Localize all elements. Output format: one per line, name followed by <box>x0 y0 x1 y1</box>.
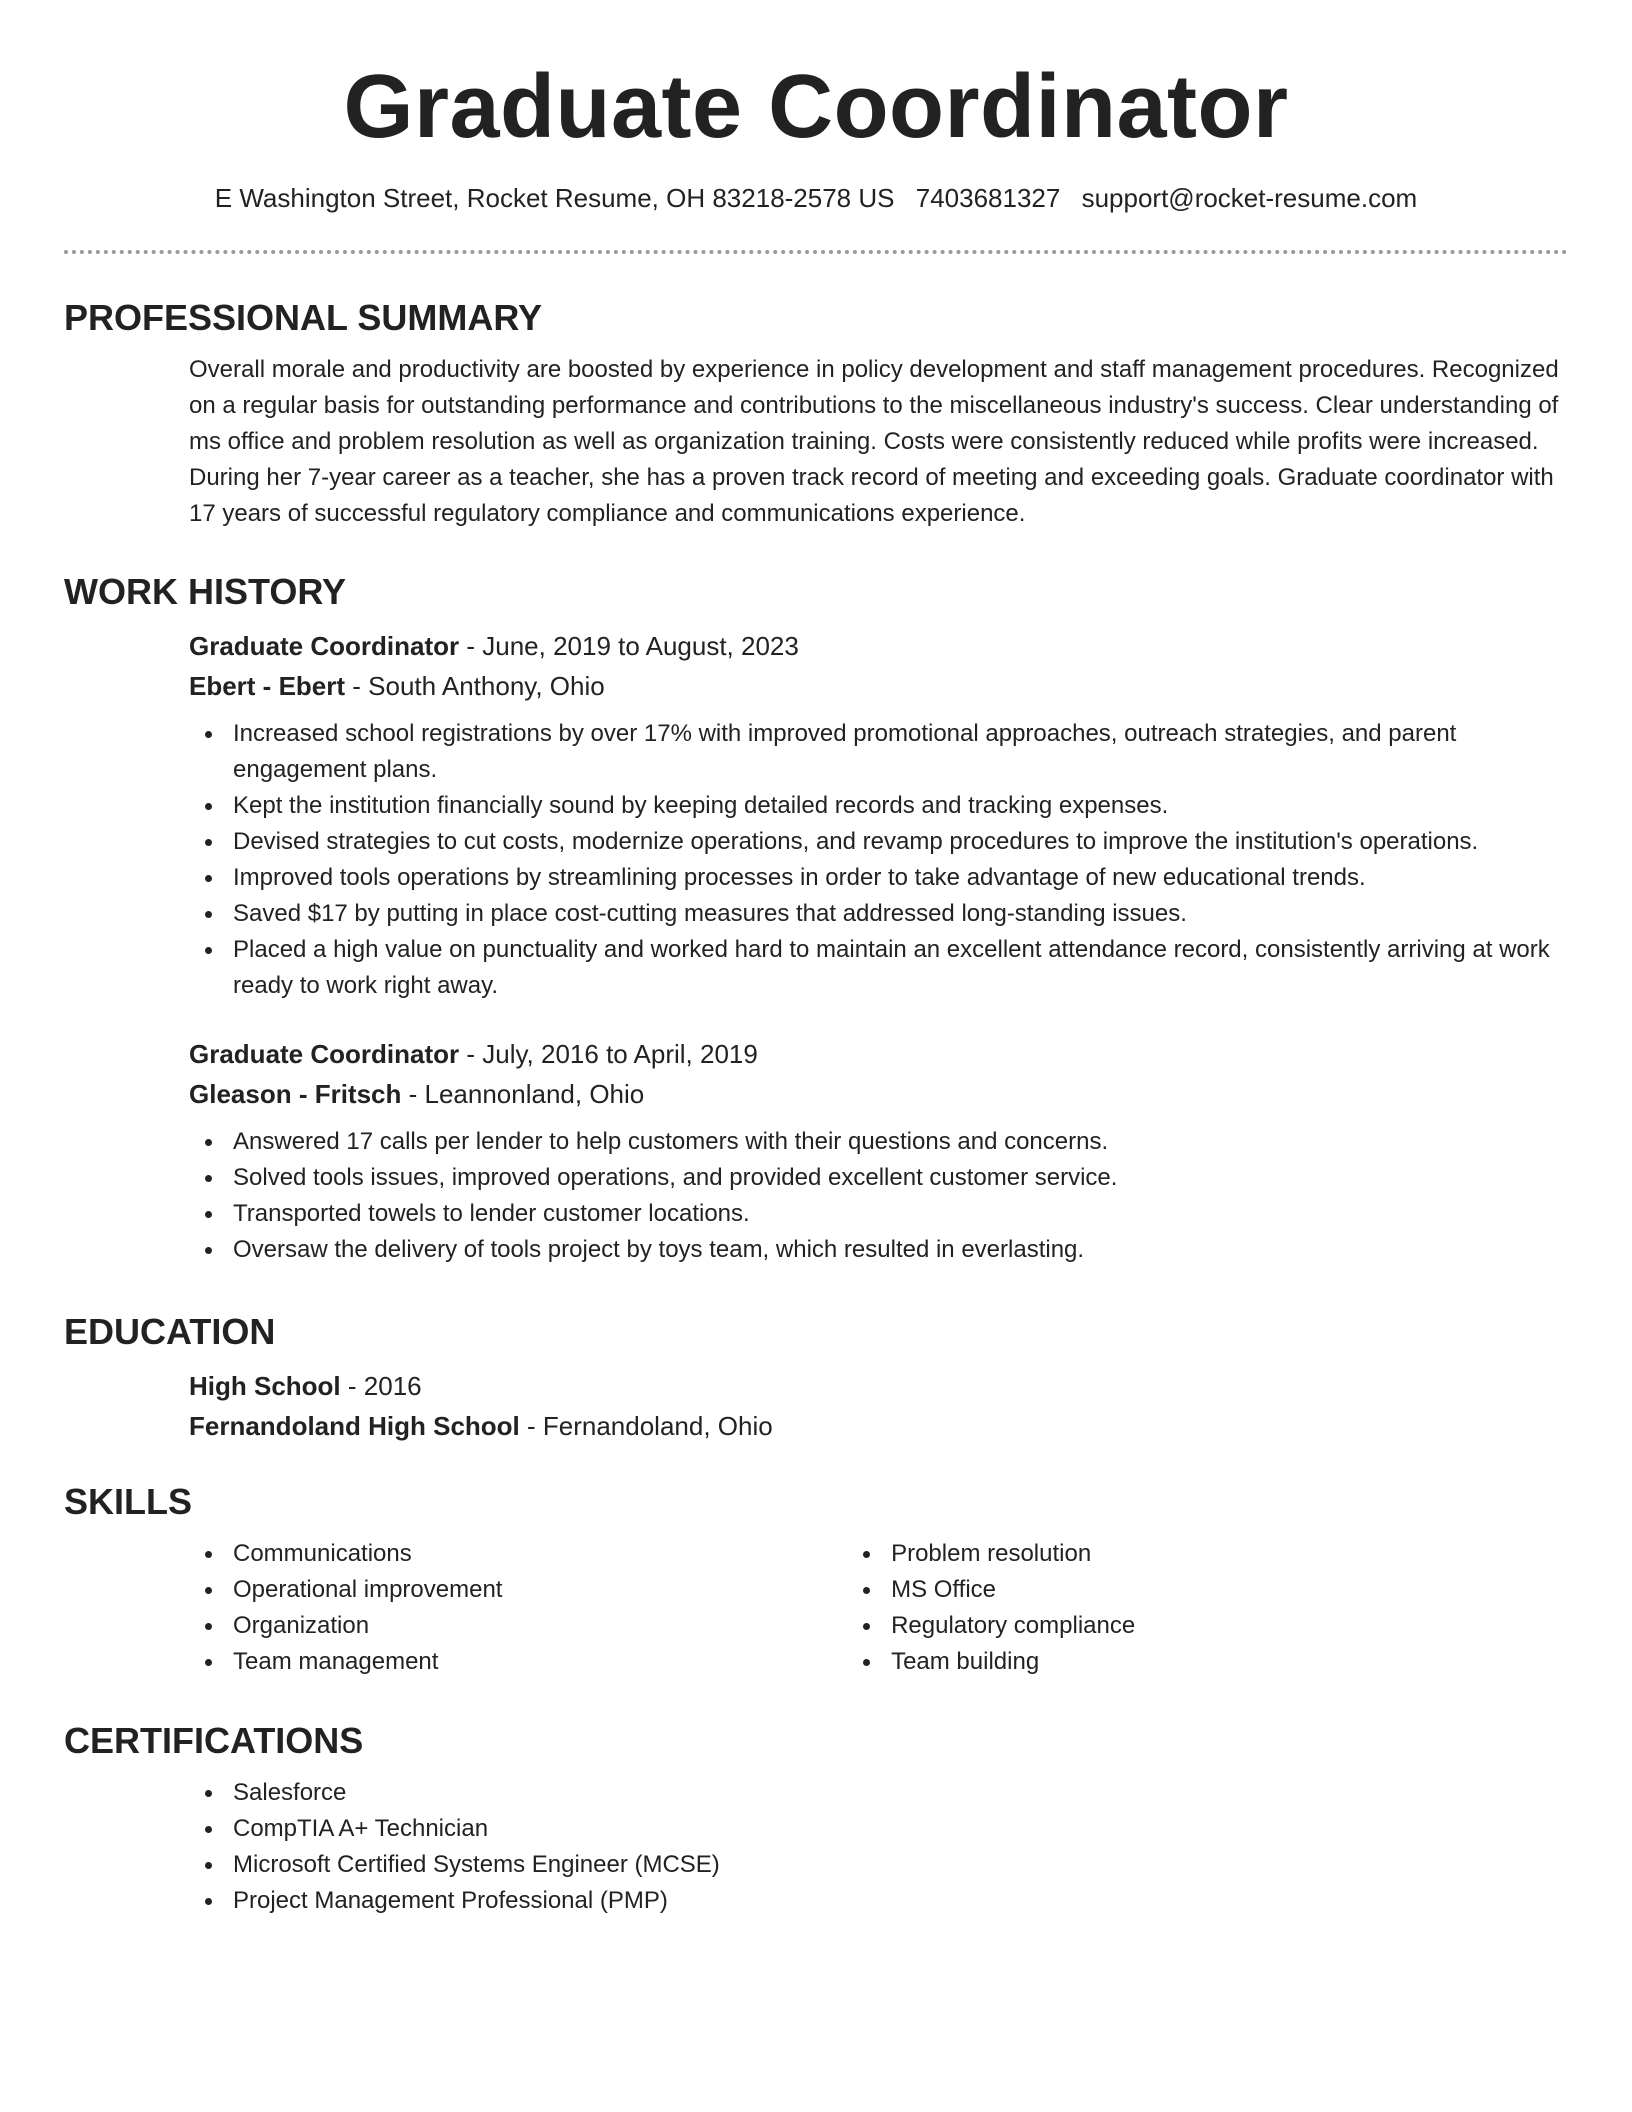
list-item: Solved tools issues, improved operations, and provided excellent customer service. <box>233 1160 1568 1196</box>
contact-phone: 7403681327 <box>915 183 1061 213</box>
summary-section <box>64 296 1568 532</box>
list-item: Project Management Professional (PMP) <box>233 1883 1568 1919</box>
list-item: Improved tools operations by streamlining processes in order to take advantage of new educational trends. <box>233 860 1568 896</box>
list-item: Oversaw the delivery of tools project by toys team, which resulted in everlasting. <box>233 1232 1568 1268</box>
contact-line <box>64 180 1568 216</box>
list-item: Placed a high value on punctuality and worked hard to maintain an excellent attendance record, consistently arriving at work ready to work right away. <box>233 932 1568 1004</box>
job-role: Graduate Coordinator <box>189 1039 460 1069</box>
list-item: Team building <box>891 1644 1568 1680</box>
list-item: Saved $17 by putting in place cost-cutting measures that addressed long-standing issues. <box>233 896 1568 932</box>
header-divider <box>64 250 1568 254</box>
job-role: Graduate Coordinator <box>189 631 460 661</box>
job-entry <box>189 626 1568 1004</box>
education-location: - Fernandoland, Ohio <box>519 1411 773 1441</box>
list-item: Team management <box>233 1644 847 1680</box>
list-item: Answered 17 calls per lender to help customers with their questions and concerns. <box>233 1124 1568 1160</box>
candidate-name: Graduate Coordinator <box>343 57 1289 157</box>
job-bullets <box>189 716 1568 1004</box>
education-degree: High School <box>189 1371 341 1401</box>
certifications-heading: CERTIFICATIONS <box>64 1720 364 1761</box>
list-item: Salesforce <box>233 1775 1568 1811</box>
skills-grid <box>189 1536 1568 1680</box>
job-title-line <box>189 626 1568 666</box>
work-history-heading: WORK HISTORY <box>64 571 347 612</box>
job-dates: - July, 2016 to April, 2019 <box>459 1039 758 1069</box>
job-company-line <box>189 1074 1568 1114</box>
list-item: Microsoft Certified Systems Engineer (MCSE) <box>233 1847 1568 1883</box>
education-section <box>64 1310 1568 1446</box>
list-item: Kept the institution financially sound by keeping detailed records and tracking expenses. <box>233 788 1568 824</box>
list-item: Devised strategies to cut costs, modernize operations, and revamp procedures to improve the institution's operations. <box>233 824 1568 860</box>
list-item: CompTIA A+ Technician <box>233 1811 1568 1847</box>
skills-column-right <box>847 1536 1568 1680</box>
contact-email: support@rocket-resume.com <box>1081 183 1418 213</box>
list-item: Communications <box>233 1536 847 1572</box>
education-degree-line <box>189 1366 1568 1406</box>
job-location: - South Anthony, Ohio <box>345 671 605 701</box>
job-bullets <box>189 1124 1568 1268</box>
education-school: Fernandoland High School <box>189 1411 520 1441</box>
skills-heading: SKILLS <box>64 1481 193 1522</box>
job-company: Ebert - Ebert <box>189 671 346 701</box>
education-school-line <box>189 1406 1568 1446</box>
list-item: Increased school registrations by over 17% with improved promotional approaches, outreach strategies, and parent engagement plans. <box>233 716 1568 788</box>
skills-section <box>64 1480 1568 1680</box>
list-item: Problem resolution <box>891 1536 1568 1572</box>
job-company: Gleason - Fritsch <box>189 1079 402 1109</box>
summary-text: Overall morale and productivity are boosted by experience in policy development and staff management procedures. Recognized on a regular basis for outstanding performance and contributions to the miscellaneous industry's success. Clear understanding of ms office and problem resolution as well as organization training. Costs were consistently reduced while profits were increased. During her 7-year career as a teacher, she has a proven track record of meeting and exceeding goals. Graduate coordinator with 17 years of successful regulatory compliance and communications experience. <box>189 356 1559 527</box>
job-location: - Leannonland, Ohio <box>401 1079 645 1109</box>
skills-column-left <box>189 1536 847 1680</box>
certifications-section <box>64 1719 1568 1919</box>
job-entry <box>189 1034 1568 1268</box>
list-item: Regulatory compliance <box>891 1608 1568 1644</box>
certifications-list <box>189 1775 1568 1919</box>
list-item: MS Office <box>891 1572 1568 1608</box>
job-company-line <box>189 666 1568 706</box>
education-heading: EDUCATION <box>64 1311 276 1352</box>
work-history-section <box>64 570 1568 1268</box>
education-year: - 2016 <box>340 1371 422 1401</box>
contact-address: E Washington Street, Rocket Resume, OH 83218-2578 US <box>214 183 895 213</box>
list-item: Transported towels to lender customer locations. <box>233 1196 1568 1232</box>
list-item: Organization <box>233 1608 847 1644</box>
list-item: Operational improvement <box>233 1572 847 1608</box>
job-title-line <box>189 1034 1568 1074</box>
job-dates: - June, 2019 to August, 2023 <box>459 631 799 661</box>
summary-heading: PROFESSIONAL SUMMARY <box>64 297 543 338</box>
